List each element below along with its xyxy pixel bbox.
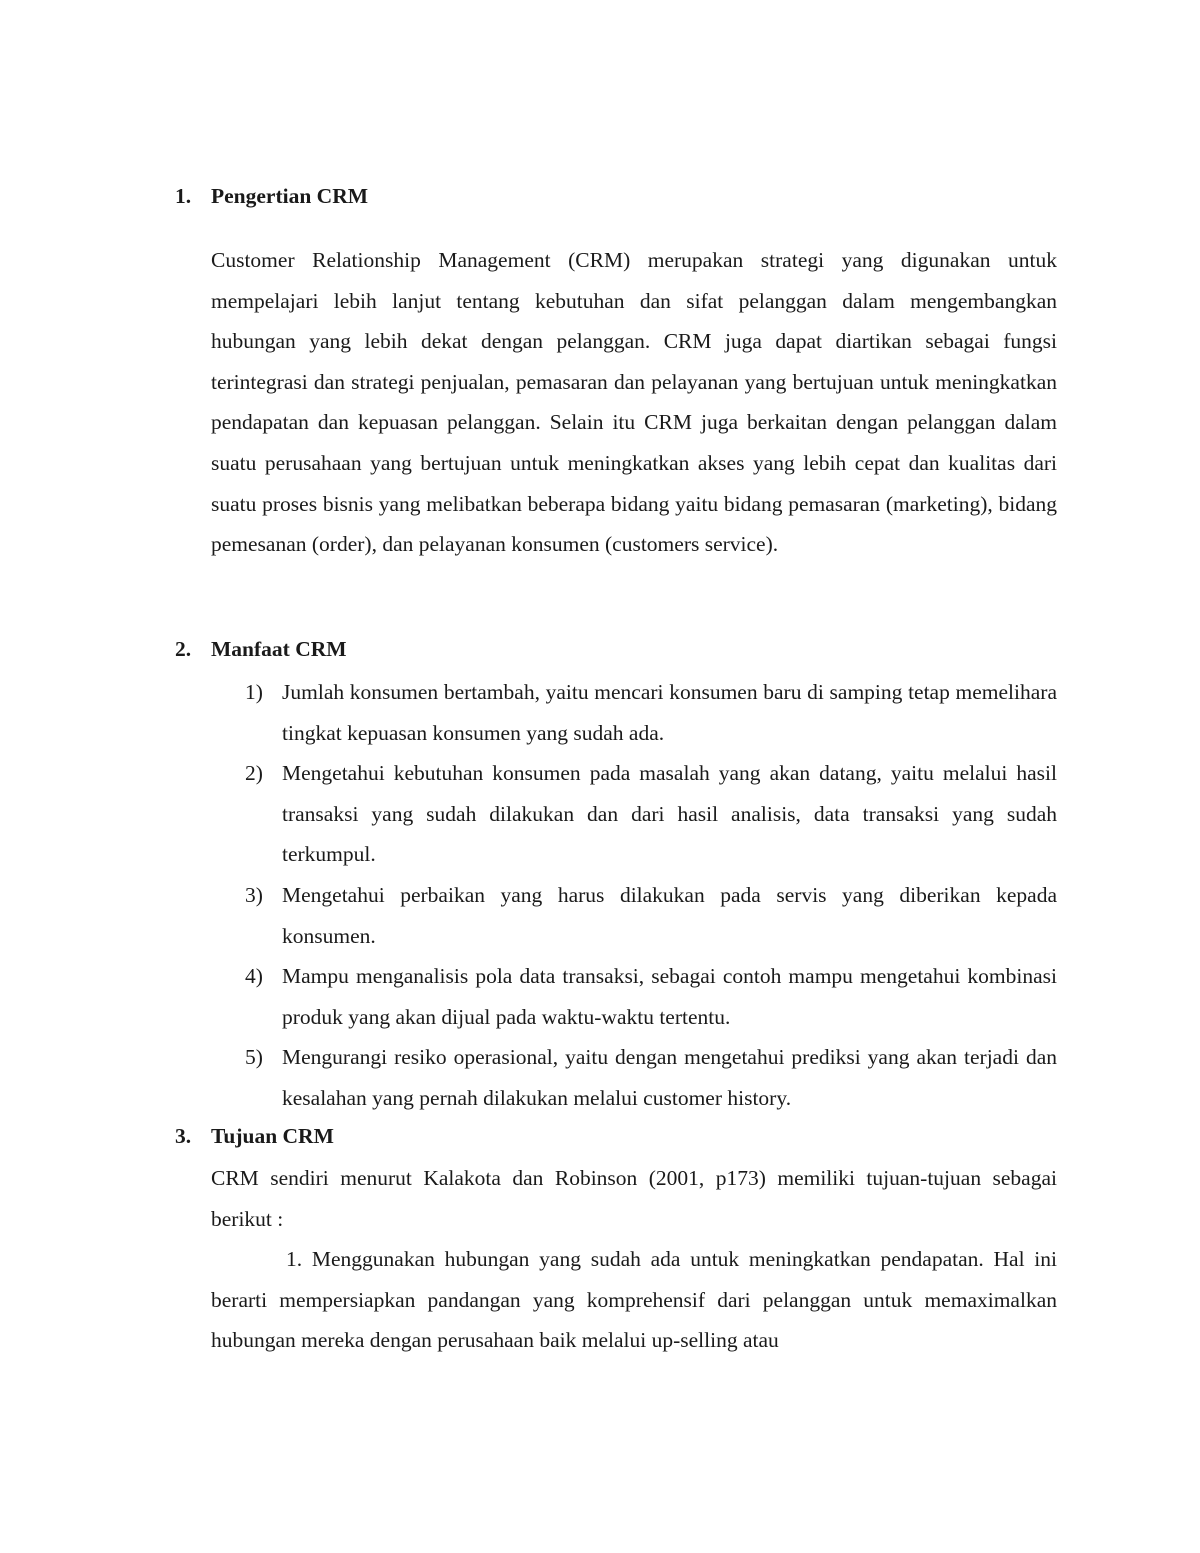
section-1-number: 1. — [175, 184, 192, 208]
list-item-marker: 2) — [245, 761, 263, 786]
section-3-number: 3. — [175, 1124, 192, 1148]
list-item — [245, 672, 1057, 753]
section-1-paragraph: Customer Relationship Management (CRM) merupakan strategi yang digunakan untuk mempelajari lebih lanjut tentang kebutuhan dan sifat pelanggan dalam mengembangkan hubungan yang lebih dekat dengan pelanggan. CRM juga dapat diartikan sebagai fungsi terintegrasi dan strategi penjualan, pemasaran dan pelayanan yang bertujuan untuk meningkatkan pendapatan dan kepuasan pelanggan. Selain itu CRM juga berkaitan dengan pelanggan dalam suatu perusahaan yang bertujuan untuk meningkatkan akses yang lebih cepat dan kualitas dari suatu proses bisnis yang melibatkan beberapa bidang yaitu bidang pemasaran (marketing), bidang pemesanan (order), dan pelayanan konsumen (customers service). — [211, 248, 1057, 557]
section-1-title: Pengertian CRM — [211, 184, 369, 208]
list-item-text: Jumlah konsumen bertambah, yaitu mencari konsumen baru di samping tetap memelihara tingkat kepuasan konsumen yang sudah ada. — [282, 680, 1057, 745]
section-3-title: Tujuan CRM — [211, 1124, 334, 1148]
section-3-goal-1-paragraph: 1. Menggunakan hubungan yang sudah ada untuk meningkatkan pendapatan. Hal ini berarti mempersiapkan pandangan yang komprehensif dari pelanggan untuk memaximalkan hubungan mereka dengan perusahaan baik melalui up-selling atau — [211, 1247, 1057, 1353]
list-item-text: Mengetahui perbaikan yang harus dilakukan pada servis yang diberikan kepada konsumen. — [282, 882, 1057, 948]
list-item-marker: 1) — [245, 680, 263, 704]
list-item — [245, 956, 1057, 1037]
section-3-heading — [175, 1126, 334, 1148]
section-2-heading — [175, 639, 347, 661]
list-item — [245, 753, 1057, 875]
section-3-paragraph: CRM sendiri menurut Kalakota dan Robinson (2001, p173) memiliki tujuan-tujuan sebagai berikut : — [211, 1166, 1057, 1231]
list-item-marker: 4) — [245, 964, 263, 989]
section-2-title: Manfaat CRM — [211, 637, 347, 661]
list-item-marker: 5) — [245, 1045, 263, 1070]
section-1-heading — [175, 186, 368, 208]
list-item-text: Mengetahui kebutuhan konsumen pada masalah yang akan datang, yaitu melalui hasil transaksi yang sudah dilakukan dan dari hasil analisis, data transaksi yang sudah terkumpul. — [282, 761, 1057, 867]
benefits-list — [245, 672, 1057, 1119]
list-item — [245, 875, 1057, 956]
list-item-text: Mampu menganalisis pola data transaksi, sebagai contoh mampu mengetahui kombinasi produk yang akan dijual pada waktu-waktu tertentu. — [282, 964, 1057, 1029]
list-item-marker: 3) — [245, 882, 263, 907]
list-item-text: Mengurangi resiko operasional, yaitu dengan mengetahui prediksi yang akan terjadi dan kesalahan yang pernah dilakukan melalui customer history. — [282, 1045, 1057, 1110]
section-2-number: 2. — [175, 637, 192, 661]
list-item — [245, 1037, 1057, 1118]
